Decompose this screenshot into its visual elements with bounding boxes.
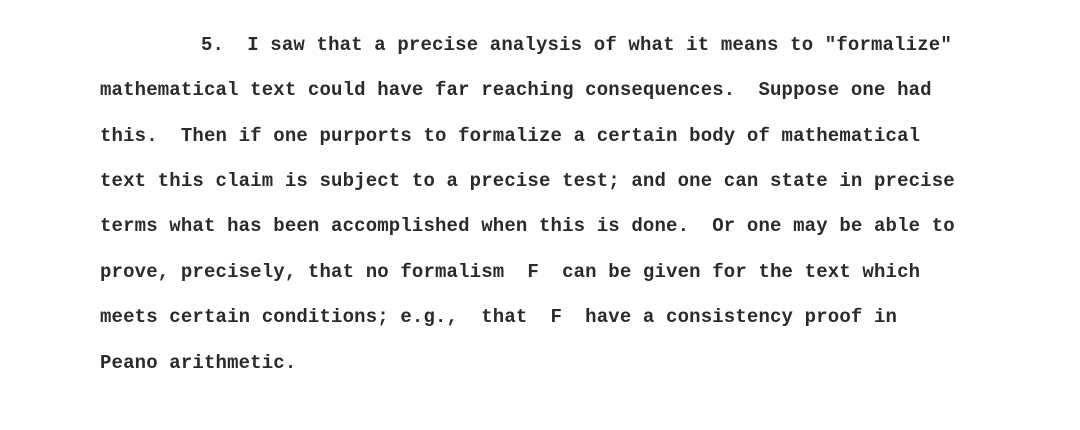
paragraph-line-8: Peano arithmetic. — [100, 352, 297, 374]
paragraph-line-7: meets certain conditions; e.g., that F have a consistency proof in — [100, 306, 898, 328]
paragraph-line-1: 5. I saw that a precise analysis of what it means to "formalize" — [201, 34, 952, 56]
paragraph-line-4: text this claim is subject to a precise test; and one can state in precise — [100, 170, 955, 192]
paragraph-line-6: prove, precisely, that no formalism F can be given for the text which — [100, 261, 921, 283]
paragraph-line-3: this. Then if one purports to formalize a certain body of mathematical — [100, 125, 921, 147]
paragraph-line-2: mathematical text could have far reaching consequences. Suppose one had — [100, 79, 932, 101]
paragraph-line-5: terms what has been accomplished when this is done. Or one may be able to — [100, 215, 955, 237]
